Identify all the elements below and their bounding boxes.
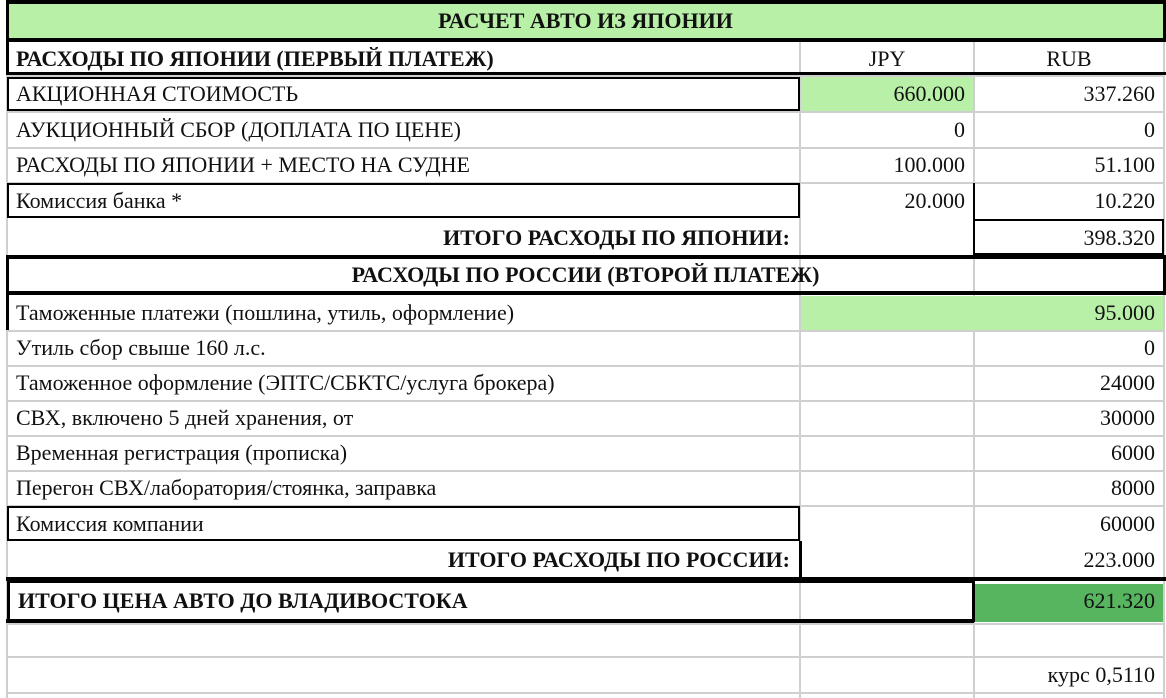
exchange-rate: курс 0,5110 xyxy=(1047,662,1155,687)
russia-total-value: 223.000 xyxy=(1083,546,1155,572)
russia-row-label: Таможенное оформление (ЭПТС/СБКТС/услуга брокера) xyxy=(16,370,555,395)
russia-row-value: 6000 xyxy=(1111,440,1155,465)
japan-row-jpy[interactable]: 0 xyxy=(954,117,965,142)
russia-section-header: РАСХОДЫ ПО РОССИИ (ВТОРОЙ ПЛАТЕЖ) xyxy=(351,262,820,287)
japan-section-header: РАСХОДЫ ПО ЯПОНИИ (ПЕРВЫЙ ПЛАТЕЖ) xyxy=(16,45,494,71)
japan-row-rub: 337.260 xyxy=(1083,81,1155,106)
japan-total-label: ИТОГО РАСХОДЫ ПО ЯПОНИИ: xyxy=(443,224,790,250)
russia-row-value: 60000 xyxy=(1100,511,1155,536)
russia-row-value: 30000 xyxy=(1100,405,1155,430)
russia-row-label: Перегон СВХ/лаборатория/стоянка, заправка xyxy=(16,475,437,500)
jpy-column-header: JPY xyxy=(868,45,906,71)
japan-row-label: РАСХОДЫ ПО ЯПОНИИ + МЕСТО НА СУДНЕ xyxy=(16,152,470,177)
russia-row-label: Таможенные платежи (пошлина, утиль, оформление) xyxy=(16,300,515,325)
russia-row-label: Комиссия компании xyxy=(16,511,204,536)
rub-column-header: RUB xyxy=(1046,45,1092,71)
grand-total-value: 621.320 xyxy=(1083,588,1155,613)
grand-total-label: ИТОГО ЦЕНА АВТО ДО ВЛАДИВОСТОКА xyxy=(18,588,468,613)
page-title: РАСЧЕТ АВТО ИЗ ЯПОНИИ xyxy=(438,8,733,33)
japan-row-label: АКЦИОННАЯ СТОИМОСТЬ xyxy=(16,81,299,106)
japan-total-value: 398.320 xyxy=(1083,224,1155,250)
japan-row-rub: 51.100 xyxy=(1094,152,1155,177)
japan-row-label: АУКЦИОННЫЙ СБОР (ДОПЛАТА ПО ЦЕНЕ) xyxy=(16,117,461,142)
russia-row-label: СВХ, включено 5 дней хранения, от xyxy=(16,405,354,430)
japan-row-jpy[interactable]: 660.000 xyxy=(893,81,965,106)
russia-row-value[interactable]: 95.000 xyxy=(1094,300,1155,325)
russia-row-label: Временная регистрация (прописка) xyxy=(16,440,348,465)
japan-row-rub: 10.220 xyxy=(1094,188,1155,213)
russia-row-value: 8000 xyxy=(1111,475,1155,500)
japan-row-jpy[interactable]: 20.000 xyxy=(904,188,965,213)
russia-row-value: 0 xyxy=(1144,335,1155,360)
russia-row-label: Утиль сбор свыше 160 л.с. xyxy=(16,335,266,360)
russia-row-value: 24000 xyxy=(1100,370,1155,395)
japan-row-jpy[interactable]: 100.000 xyxy=(893,152,965,177)
japan-row-label: Комиссия банка * xyxy=(16,188,183,213)
russia-total-label: ИТОГО РАСХОДЫ ПО РОССИИ: xyxy=(447,546,790,572)
japan-row-rub: 0 xyxy=(1144,117,1155,142)
